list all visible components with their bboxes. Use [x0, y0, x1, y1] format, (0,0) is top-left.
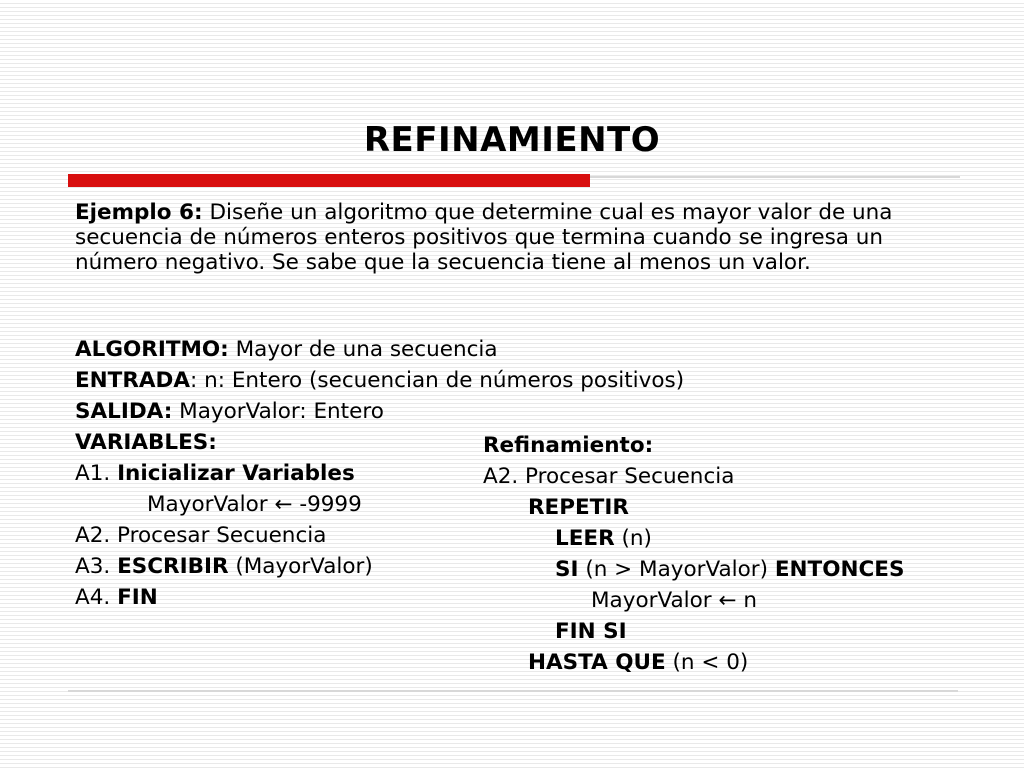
salida-label: SALIDA: — [75, 399, 173, 424]
a1-action: Inicializar Variables — [117, 461, 355, 486]
a4-action: FIN — [117, 585, 158, 610]
assign-variable: MayorValor — [591, 588, 719, 613]
assign-value: n — [736, 588, 757, 613]
refinement-heading — [483, 430, 904, 461]
entrada-label: ENTRADA — [75, 368, 191, 393]
si-line — [483, 554, 904, 585]
left-arrow-icon: ← — [718, 588, 737, 613]
slide-title: REFINAMIENTO — [363, 120, 661, 160]
repetir-line — [483, 492, 904, 523]
step-a2: A2. Procesar Secuencia — [75, 523, 327, 548]
leer-argument: (n) — [614, 526, 652, 551]
fin-si-keyword: FIN SI — [555, 619, 627, 644]
algoritmo-line — [75, 334, 684, 365]
a4-prefix: A4. — [75, 585, 118, 610]
si-condition: (n > MayorValor) — [578, 557, 775, 582]
refinement-step: A2. Procesar Secuencia — [483, 464, 735, 489]
algoritmo-value: Mayor de una secuencia — [228, 337, 498, 362]
salida-line — [75, 396, 684, 427]
a3-prefix: A3. — [75, 554, 118, 579]
hasta-que-line — [483, 647, 904, 678]
title-red-bar — [68, 174, 590, 187]
assign-line — [483, 585, 904, 616]
init-value: -9999 — [292, 492, 362, 517]
salida-value: MayorValor: Entero — [172, 399, 384, 424]
leer-keyword: LEER — [555, 526, 615, 551]
title-rule-line — [590, 176, 960, 178]
a1-prefix: A1. — [75, 461, 118, 486]
example-label: Ejemplo 6: — [75, 200, 203, 225]
entonces-keyword: ENTONCES — [774, 557, 905, 582]
a3-argument: (MayorValor) — [228, 554, 373, 579]
example-text: Diseñe un algoritmo que determine cual es mayor valor de una secuencia de números enteros positivos que termina cuando se ingresa un número negativo. Se sabe que la secuencia tiene al menos un valor. — [75, 200, 893, 275]
refinement-block — [483, 430, 904, 678]
entrada-value: : n: Entero (secuencian de números positivos) — [190, 368, 685, 393]
hasta-que-keyword: HASTA QUE — [528, 650, 666, 675]
fin-si-line — [483, 616, 904, 647]
leer-line — [483, 523, 904, 554]
si-keyword: SI — [555, 557, 579, 582]
left-arrow-icon: ← — [274, 492, 293, 517]
refinement-heading-text: Refinamiento: — [483, 433, 654, 458]
example-statement — [75, 200, 955, 275]
variables-label: VARIABLES: — [75, 430, 217, 455]
footer-rule-line — [68, 690, 958, 692]
init-variable: MayorValor — [147, 492, 275, 517]
repetir-keyword: REPETIR — [528, 495, 629, 520]
entrada-line — [75, 365, 684, 396]
hasta-condition: (n < 0) — [665, 650, 749, 675]
a3-action: ESCRIBIR — [117, 554, 229, 579]
algoritmo-label: ALGORITMO: — [75, 337, 229, 362]
